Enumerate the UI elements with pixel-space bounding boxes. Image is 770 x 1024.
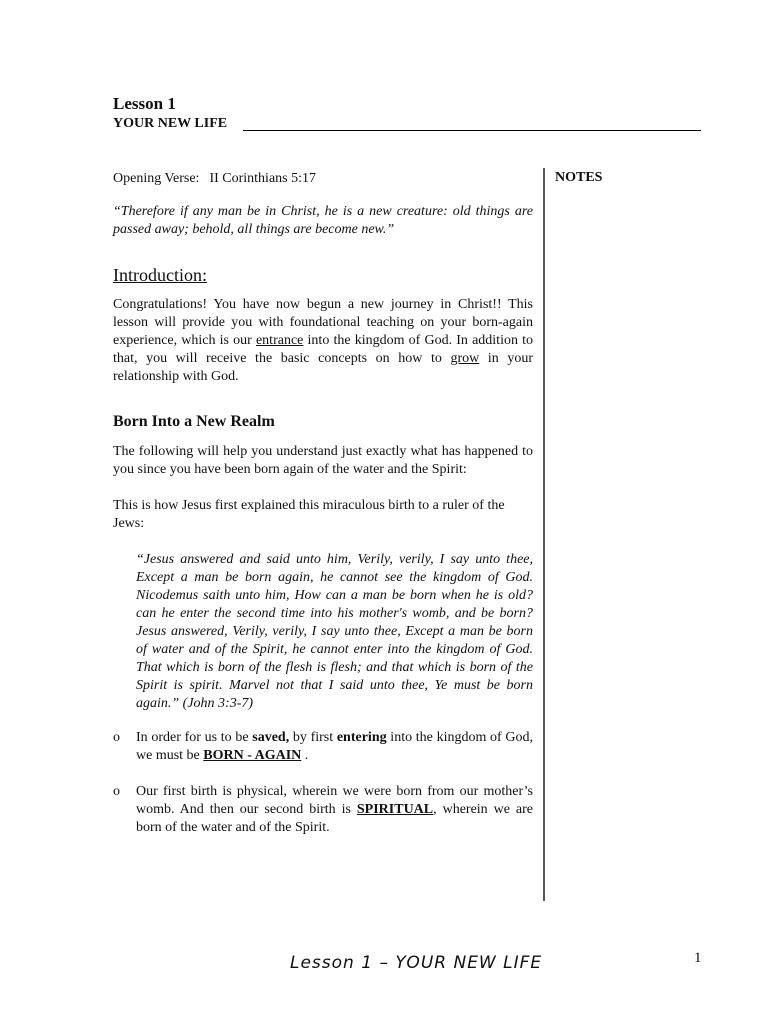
bullet-bold-entering: entering (336, 730, 387, 745)
bullet-mark: o (113, 784, 120, 799)
intro-text-2: into the kingdom of God. In addition to that, you will receive the basic concepts on how to (113, 333, 533, 366)
main-content (113, 170, 533, 855)
spiritual-emphasis: SPIRITUAL (356, 802, 434, 817)
john-quote: “Jesus answered and said unto him, Verily, verily, I say unto thee, Except a man be born again, he cannot see the kingdom of God. Nicodemus saith unto him, How can a man be born when he is old? can he enter the second time into his mother's womb, and be born? Jesus answered, Verily, verily, I say unto thee, Except a man be born of water and of the Spirit, he cannot enter into the kingdom of God. That which is born of the flesh is flesh; and that which is born of the Spirit is spirit. Marvel not that I said unto thee, Ye must be born again.” (John 3:3-7) (136, 552, 533, 711)
lesson-number: Lesson 1 (113, 94, 176, 113)
bullet-text: by first (289, 730, 337, 745)
introduction-paragraph (113, 296, 533, 386)
title-underline (243, 130, 701, 131)
bullet-mark: o (113, 730, 120, 745)
bullet-bold-saved: saved, (252, 730, 290, 745)
entrance-underlined: entrance (255, 333, 304, 348)
born-again-emphasis: BORN - AGAIN (203, 748, 302, 763)
born-section-heading: Born Into a New Realm (113, 413, 275, 430)
list-item (113, 729, 533, 765)
notes-label: NOTES (555, 170, 603, 185)
opening-verse-label: Opening Verse: (113, 171, 200, 186)
bullet-text: , wherein we are born of the water and of the Spirit. (136, 802, 533, 835)
intro-text-3: in your relationship with God. (113, 351, 533, 384)
bullet-text: . (301, 748, 309, 763)
bullet-text: into the kingdom of God, we must be (136, 730, 534, 763)
opening-verse-text: “Therefore if any man be in Christ, he is a new creature: old things are passed away; behold, all things are become new.” (113, 204, 533, 237)
opening-verse-line (113, 170, 533, 188)
introduction-heading: Introduction: (113, 265, 207, 285)
born-paragraph-1: The following will help you understand just exactly what has happened to you since you have been born again of the water and the Spirit: (113, 444, 533, 477)
page-number: 1 (694, 950, 702, 966)
list-item (113, 783, 533, 837)
bullet-text: In order for us to be (136, 730, 253, 745)
footer-title: Lesson 1 – YOUR NEW LIFE (290, 953, 543, 973)
grow-underlined: grow (450, 351, 480, 366)
intro-text-1: Congratulations! You have now begun a new journey in Christ!! This lesson will provide you with foundational teaching on your born-again experience, which is our (113, 297, 533, 348)
notes-divider (543, 168, 545, 901)
born-paragraph-2: This is how Jesus first explained this miraculous birth to a ruler of the Jews: (113, 498, 505, 531)
opening-verse-reference: II Corinthians 5:17 (209, 171, 316, 186)
lesson-title: YOUR NEW LIFE (113, 116, 228, 131)
bullet-text: Our first birth is physical, wherein we were born from our mother’s womb. And then our second birth is (136, 784, 533, 817)
